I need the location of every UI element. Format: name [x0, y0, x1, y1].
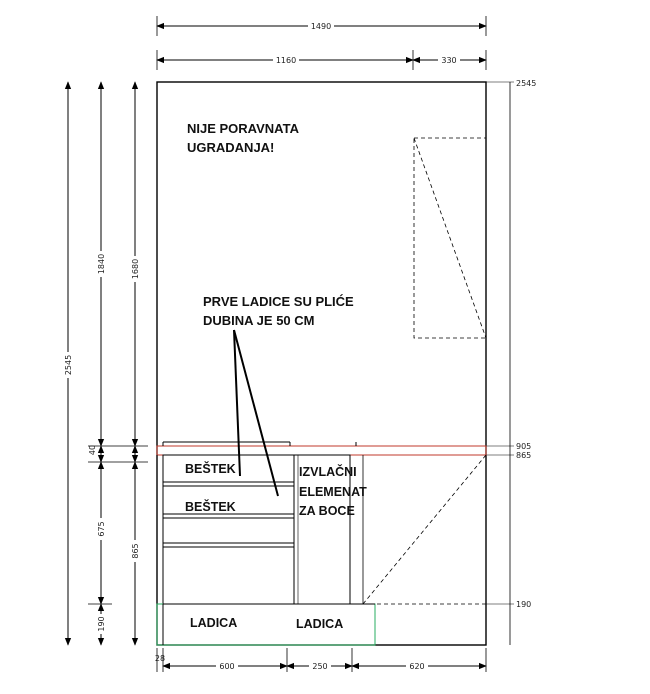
- dim-height-total: [63, 82, 73, 645]
- dim-label-1840: 1840: [97, 253, 106, 275]
- dim-label-250: 250: [312, 662, 328, 671]
- dim-label-905: 905: [516, 442, 532, 451]
- dim-height-1680: [130, 82, 140, 446]
- dim-label-1680: 1680: [131, 258, 140, 280]
- label-pullout-line3: ZA BOCE: [299, 504, 355, 518]
- dim-label-40: 40: [88, 444, 97, 456]
- dim-label-330: 330: [441, 56, 457, 65]
- dim-width-left: [157, 50, 413, 70]
- dim-width-right: [413, 50, 486, 70]
- dim-height-865: [130, 462, 140, 645]
- dim-label-2545-left: 2545: [64, 354, 73, 376]
- note-warning-line1: NIJE PORAVNATA: [187, 121, 299, 136]
- annotation-pointer: [234, 330, 278, 496]
- dim-height-40: [88, 445, 148, 462]
- dim-height-1840: [96, 82, 106, 446]
- dim-label-865-left: 865: [131, 543, 140, 559]
- dim-label-1490: 1490: [310, 22, 332, 31]
- dim-height-675: [96, 462, 106, 604]
- dim-label-1160: 1160: [275, 56, 297, 65]
- dim-label-190-left: 190: [97, 616, 106, 632]
- note-drawers-line2: DUBINA JE 50 CM: [203, 313, 315, 328]
- dim-label-190-right: 190: [516, 600, 532, 609]
- label-pullout-line2: ELEMENAT: [299, 485, 367, 499]
- dim-right-scale: [486, 79, 536, 645]
- tall-cabinet-outline: [414, 138, 486, 338]
- dim-label-2545-right: 2545: [516, 79, 537, 88]
- label-drawer-right: LADICA: [296, 617, 344, 631]
- wall-outline: [157, 82, 486, 645]
- dim-height-190: [88, 604, 112, 645]
- label-cutlery-2: BEŠTEK: [185, 500, 236, 514]
- dim-bottom: [155, 648, 486, 672]
- label-cutlery-1: BEŠTEK: [185, 462, 236, 476]
- dim-label-28: 28: [154, 654, 166, 663]
- dim-label-620: 620: [409, 662, 425, 671]
- note-drawers-line1: PRVE LADICE SU PLIĆE: [203, 294, 354, 309]
- note-warning-line2: UGRADANJA!: [187, 140, 275, 155]
- dim-label-865-right: 865: [516, 451, 532, 460]
- worktop: [157, 442, 486, 455]
- label-pullout-line1: IZVLAČNI: [299, 465, 357, 479]
- dim-total-width: [157, 16, 486, 36]
- dim-label-675: 675: [97, 521, 106, 537]
- dim-label-600: 600: [219, 662, 235, 671]
- label-drawer-left: LADICA: [190, 616, 238, 630]
